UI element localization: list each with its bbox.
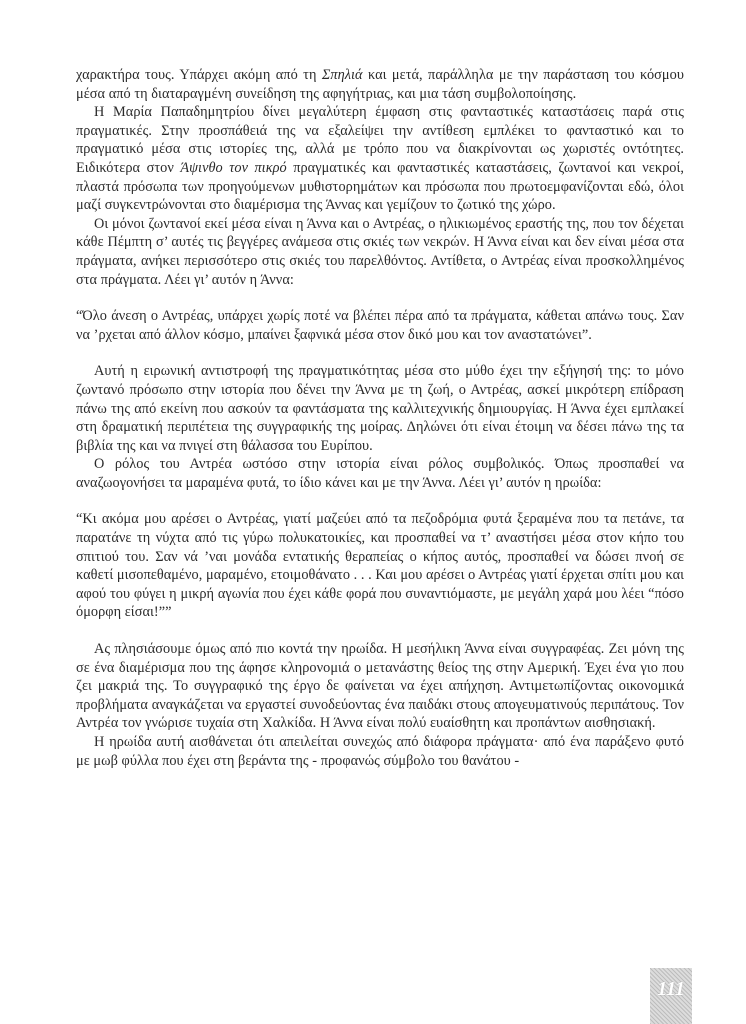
paragraph-2 bbox=[76, 103, 684, 215]
book-title-apsinthos: Άψινθο τον πικρό bbox=[180, 159, 287, 176]
paragraph-1-text: χαρακτήρα τους. Υπάρχει ακόμη από τη bbox=[76, 67, 322, 83]
paragraph-6: Ας πλησιάσουμε όμως από πιο κοντά την ηρωίδα. Η μεσήλικη Άννα είναι συγγραφέας. Ζει μόνη της σε ένα διαμέρισμα που της άφησε κληρονομιά ο μετανάστης θείος της στην Αμερική. Έχει ένα γιο που ζει μακριά της. Το συγγραφικό της έργο δε φαίνεται να έχει απήχηση. Αντιμετωπίζοντας οικονομικά προβλήματα αναγκάζεται να εργαστεί συνοδεύοντας ένα παιδάκι στους απογευματινούς περιπάτους. Τον Αντρέα τον γνώρισε τυχαία στη Χαλκίδα. Η Άννα είναι πολύ ευαίσθητη και προπάντων αισθησιακή. bbox=[76, 641, 684, 732]
paragraph-5: Ο ρόλος του Αντρέα ωστόσο στην ιστορία είναι ρόλος συμβολικός. Όπως προσπαθεί να αναζωογονήσει τα μαραμένα φυτά, το ίδιο κάνει και με την Άννα. Λέει γι’ αυτόν η ηρωίδα: bbox=[76, 456, 684, 491]
page-number-tab bbox=[650, 968, 692, 1024]
paragraph-7: Η ηρωίδα αυτή αισθάνεται ότι απειλείται συνεχώς από διάφορα πράγματα· από ένα παράξενο φυτό με μωβ φύλλα που έχει στη βεράντα της - προφανώς σύμβολο του θανάτου - bbox=[76, 734, 684, 769]
quote-1: “Όλο άνεση ο Αντρέας, υπάρχει χωρίς ποτέ να βλέπει πέρα από τα πράγματα, κάθεται απάνω τους. Σαν να ’ρχεται από άλλον κόσμο, μπαίνει ξαφνικά μέσα στον δικό μου και τον αναστατώνει”. bbox=[76, 308, 684, 343]
paragraph-1-text-rest: και μετά, παράλληλα με την παράσταση του κόσμου μέσα από τη διαταραγμένη συνείδηση της αφηγήτριας, και μια τάση συμβολοποίησης. bbox=[76, 67, 684, 102]
body-text bbox=[76, 66, 684, 770]
paragraph-4: Αυτή η ειρωνική αντιστροφή της πραγματικότητας μέσα στο μύθο έχει την εξήγησή της: το μόνο ζωντανό πρόσωπο στην ιστορία που δένει την Άννα με τη ζωή, ο Αντρέας, ασκεί μικρότερη επίδραση πάνω της από εκείνη που ασκούν τα φαντάσματα της καλλιτεχνικής δημιουργίας. Η Άννα έχει εμπλακεί στη δραματική περιπέτεια της συγγραφικής της μοίρας. Δηλώνει ότι είναι έτοιμη να δέσει πάνω της τα βιβλία της και να πνιγεί στη θάλασσα του Ευρίπου. bbox=[76, 363, 684, 454]
paragraph-2-text-rest: πραγματικές και φανταστικές καταστάσεις, ζωντανοί και νεκροί, πλαστά πρόσωπα των προηγούμενων μυθιστορημάτων και πρόσωπα που πρωτοεμφανίζονται εδώ, όλοι μαζί συγκεντρώνονται στο διαμέρισμα της Άννας και γεμίζουν το ζωτικό της χώρο. bbox=[76, 159, 685, 214]
quote-2: “Κι ακόμα μου αρέσει ο Αντρέας, γιατί μαζεύει από τα πεζοδρόμια φυτά ξεραμένα που τα πετάνε, τα παρατάνε τη νύχτα από τις γύρω πολυκατοικίες, και προσπαθεί να τ’ αναστήσει μέσα στον κήπο του σπιτιού του. Σαν νά ’ναι μονάδα εντατικής θεραπείας ο κήπος αυτός, προσπαθεί να δώσει πνοή σε καθετί μισοπεθαμένο, μαραμένο, ετοιμοθάνατο . . . Και μου αρέσει ο Αντρέας γιατί έρχεται σπίτι μου και αφού του φύγει η μικρή αγωνία που έχει κάθε φορά που συναντιόμαστε, με μεγάλη χαρά μου λέει “πόσο όμορφη είσαι!”” bbox=[76, 511, 685, 621]
paragraph-3: Οι μόνοι ζωντανοί εκεί μέσα είναι η Άννα και ο Αντρέας, ο ηλικιωμένος εραστής της, που τον δέχεται κάθε Πέμπτη σ’ αυτές τις βεγγέρες ανάμεσα στις σκιές των νεκρών. Η Άννα είναι και δεν είναι μέσα στα πράγματα, ανήκει περισσότερο στις σκιές του παρελθόντος. Αντίθετα, ο Αντρέας είναι προσκολλημένος στα πράγματα. Λέει γι’ αυτόν η Άννα: bbox=[76, 215, 684, 288]
paragraph-2-text: Η Μαρία Παπαδημητρίου δίνει μεγαλύτερη έμφαση στις φανταστικές καταστάσεις παρά στις πραγματικές. Στην προσπάθειά της να εξαλείψει την αντίθεση εμπλέκει το φανταστικό και το πραγματικό μέσα στις ιστορίες της, αλλά με τρόπο που να διακρίνονται ως χωριστές οντότητες. Ειδικότερα στον bbox=[76, 104, 684, 176]
page-number: 111 bbox=[657, 978, 685, 1000]
book-title-spilia: Σπηλιά bbox=[321, 67, 363, 83]
paragraph-1 bbox=[76, 66, 684, 103]
